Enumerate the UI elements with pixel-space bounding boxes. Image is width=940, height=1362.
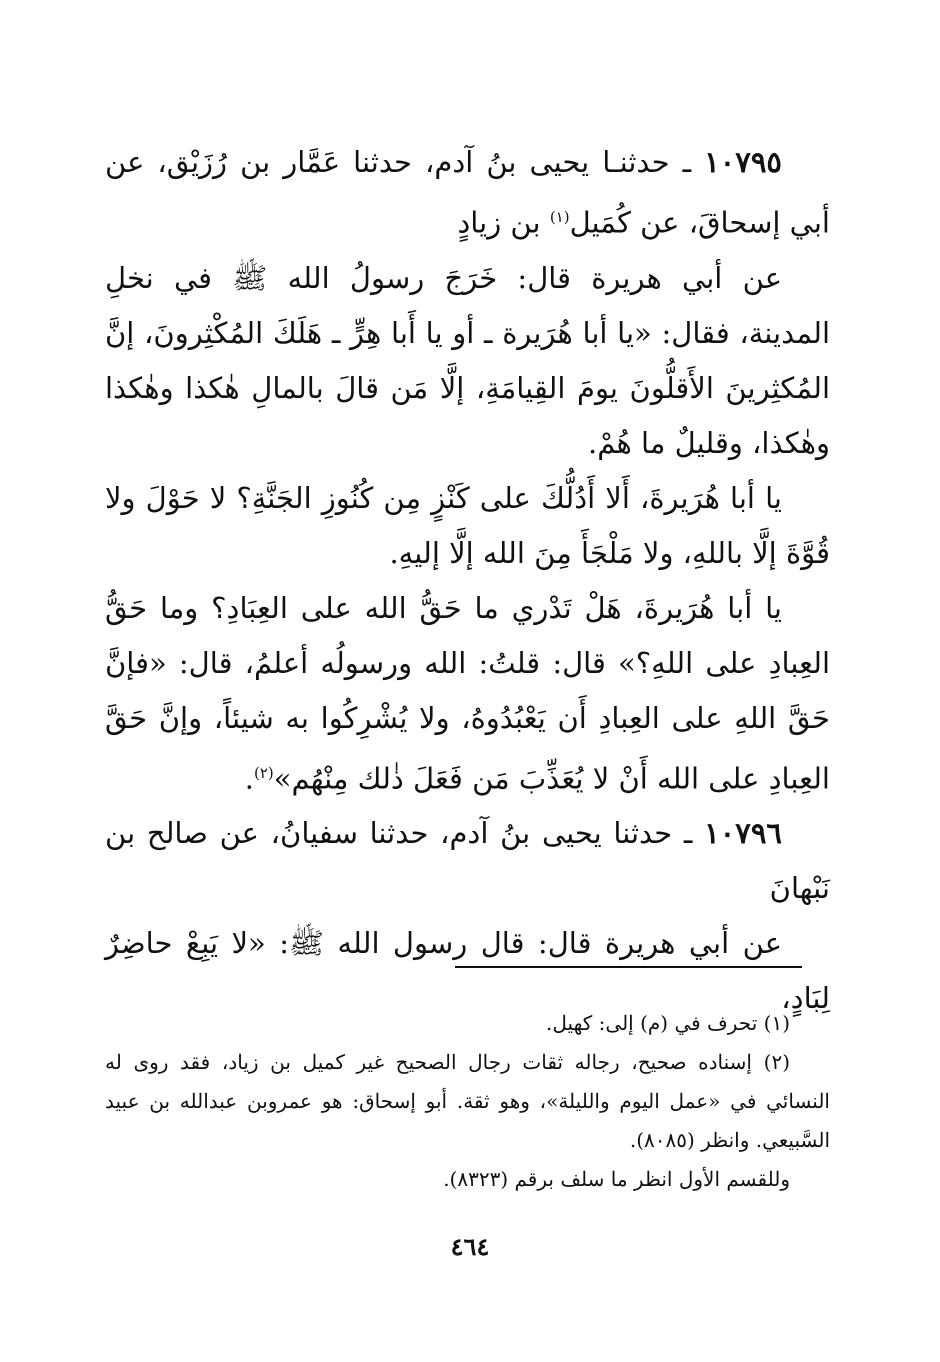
footnote-ref: (١) — [549, 208, 570, 226]
footnote-separator — [455, 966, 802, 968]
page-number: ٤٦٤ — [450, 1232, 490, 1261]
footnote-2-continued: وللقسم الأول انظر ما سلف برقم (٨٣٢٣). — [443, 1167, 790, 1191]
isnad-text: ـ حدثنـا يحيى بنُ آدم، حدثنا عَمَّار بن رُزَيْق، عن أبي إسحاقَ، عن كُمَيل — [105, 145, 830, 240]
isnad-text: ـ حدثنا يحيى بنُ آدم، حدثنا سفيانُ، عن صالح بن نَبْهانَ — [105, 816, 830, 906]
footnote-2: (٢) إسناده صحيح، رجاله ثقات رجال الصحيح غير كميل بن زياد، فقد روى له النسائي في «عمل اليوم والليلة»، وهو ثقة. أبو إسحاق: هو عمروبن عبدالله بن عبيد السَّبيعي. وانظر (٨٠٨٥). — [105, 1050, 830, 1152]
footnotes — [105, 1004, 830, 1199]
hadith-10795-isnad — [105, 135, 830, 251]
hadith-10795-matn-3 — [105, 581, 830, 807]
footnote-1: (١) تحرف في (م) إلى: كهيل. — [546, 1011, 790, 1035]
main-text — [105, 135, 830, 1026]
matn-end: . — [244, 761, 254, 796]
hadith-10796-isnad — [105, 806, 830, 916]
footnote-ref: (٢) — [253, 763, 274, 782]
hadith-number: ١٠٧٩٥ — [704, 145, 782, 179]
hadith-10795-matn-1: عن أبي هريرة قال: خَرَجَ رسولُ الله ﷺ في نخلِ المدينة، فقال: «يا أبا هُرَيرة ـ أو يا أَبا هِرٍّ ـ هَلَكَ المُكْثِرونَ، إنَّ المُكثِرينَ الأَقلُّونَ يومَ القِيامَةِ، إلَّا مَن قالَ بالمالِ هٰكذا وهٰكذا وهٰكذا، وقليلٌ ما هُمْ. — [105, 260, 830, 460]
hadith-10796-matn: عن أبي هريرة قال: قال رسول الله ﷺ: «لا يَبِعْ حاضِرٌ لِبَادٍ، — [105, 926, 830, 1016]
isnad-end-text: بن زيادٍ — [457, 205, 550, 240]
hadith-number: ١٠٧٩٦ — [704, 816, 782, 851]
matn-text: يا أبا هُرَيرةَ، هَلْ تَدْري ما حَقُّ الله على العِبَادِ؟ وما حَقُّ العِبادِ على اللهِ؟» قال: قلتُ: الله ورسولُه أعلمُ، قال: «فإنَّ حَقَّ اللهِ على العِبادِ أَن يَعْبُدُوهُ، ولا يُشْرِكُوا به شيئاً، وإنَّ حَقَّ العِبادِ على الله أَنْ لا يُعَذِّبَ مَن فَعَلَ ذٰلك مِنْهُم» — [105, 590, 830, 796]
hadith-10795-matn-2: يا أبا هُرَيرةَ، أَلا أَدُلُّكَ على كَنْزٍ مِن كُنُوزِ الجَنَّةِ؟ لا حَوْلَ ولا قُوَّةَ إلَّا باللهِ، ولا مَلْجَأَ مِنَ الله إلَّا إليهِ. — [105, 480, 830, 570]
